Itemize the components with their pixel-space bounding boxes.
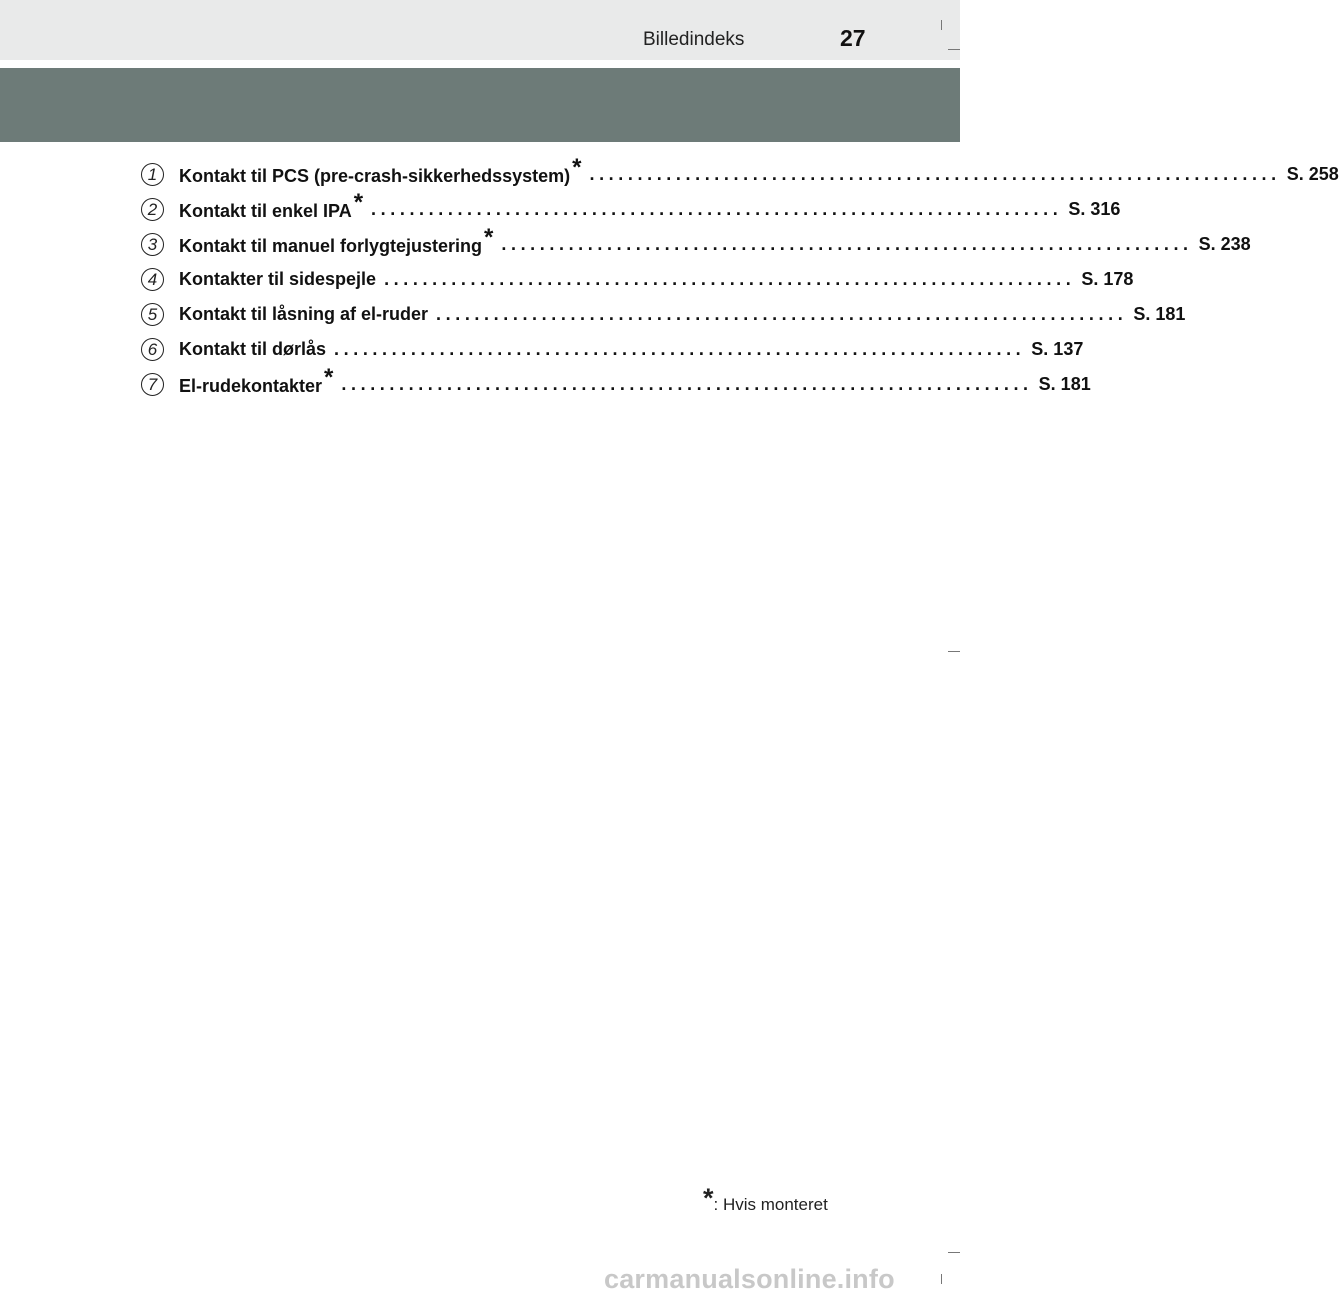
index-row[interactable] xyxy=(141,223,1251,262)
entry-label: Kontakt til dørlås xyxy=(179,339,327,359)
number-badge: 5 xyxy=(141,303,164,326)
entry-label: Kontakt til manuel forlygtejustering* xyxy=(179,223,494,256)
asterisk-marker: * xyxy=(484,223,494,251)
section-title: Billedindeks xyxy=(643,29,745,50)
dot-leader: ........................................................................ xyxy=(371,199,1063,219)
page-reference[interactable]: S. 258 xyxy=(1286,164,1339,184)
page-number: 27 xyxy=(840,25,866,51)
dot-leader: ........................................................................ xyxy=(501,234,1193,254)
entry-label: El-rudekontakter* xyxy=(179,363,334,396)
index-row[interactable] xyxy=(141,363,1091,402)
header-band xyxy=(0,68,960,142)
index-row[interactable] xyxy=(141,153,1339,192)
number-badge: 2 xyxy=(141,198,164,221)
number-badge: 6 xyxy=(141,338,164,361)
dot-leader: ........................................................................ xyxy=(436,304,1128,324)
number-badge: 7 xyxy=(141,373,164,396)
page-reference[interactable]: S. 178 xyxy=(1081,269,1134,289)
crop-mark xyxy=(941,1274,942,1284)
dot-leader: ........................................................................ xyxy=(384,269,1076,289)
page-reference[interactable]: S. 316 xyxy=(1068,199,1121,219)
crop-mark xyxy=(948,651,960,652)
entry-label: Kontakter til sidespejle xyxy=(179,269,377,289)
dot-leader: ........................................................................ xyxy=(341,374,1033,394)
index-list xyxy=(141,153,1339,402)
number-badge: 4 xyxy=(141,268,164,291)
footnote-text: : Hvis monteret xyxy=(713,1195,828,1214)
index-row[interactable] xyxy=(141,297,1186,332)
asterisk-marker: * xyxy=(572,153,582,181)
top-strip xyxy=(0,0,960,60)
footnote xyxy=(703,1183,828,1217)
dot-leader: ........................................................................ xyxy=(589,164,1281,184)
crop-mark xyxy=(948,49,960,50)
number-badge: 1 xyxy=(141,163,164,186)
index-row[interactable] xyxy=(141,188,1121,227)
footnote-asterisk: * xyxy=(703,1183,714,1213)
asterisk-marker: * xyxy=(324,363,334,391)
asterisk-marker: * xyxy=(353,188,364,216)
watermark: carmanualsonline.info xyxy=(604,1264,895,1294)
page-reference[interactable]: S. 137 xyxy=(1031,339,1084,359)
page-reference[interactable]: S. 181 xyxy=(1038,374,1091,394)
page-reference[interactable]: S. 238 xyxy=(1198,234,1251,254)
entry-label: Kontakt til låsning af el-ruder xyxy=(179,304,429,324)
dot-leader: ........................................................................ xyxy=(334,339,1026,359)
index-row[interactable] xyxy=(141,332,1084,367)
entry-label: Kontakt til enkel IPA* xyxy=(179,188,364,221)
crop-mark xyxy=(948,1252,960,1253)
index-row[interactable] xyxy=(141,262,1134,297)
page-reference[interactable]: S. 181 xyxy=(1133,304,1186,324)
entry-label: Kontakt til PCS (pre-crash-sikkerhedssystem)* xyxy=(179,153,582,186)
crop-mark xyxy=(941,20,942,30)
number-badge: 3 xyxy=(141,233,164,256)
